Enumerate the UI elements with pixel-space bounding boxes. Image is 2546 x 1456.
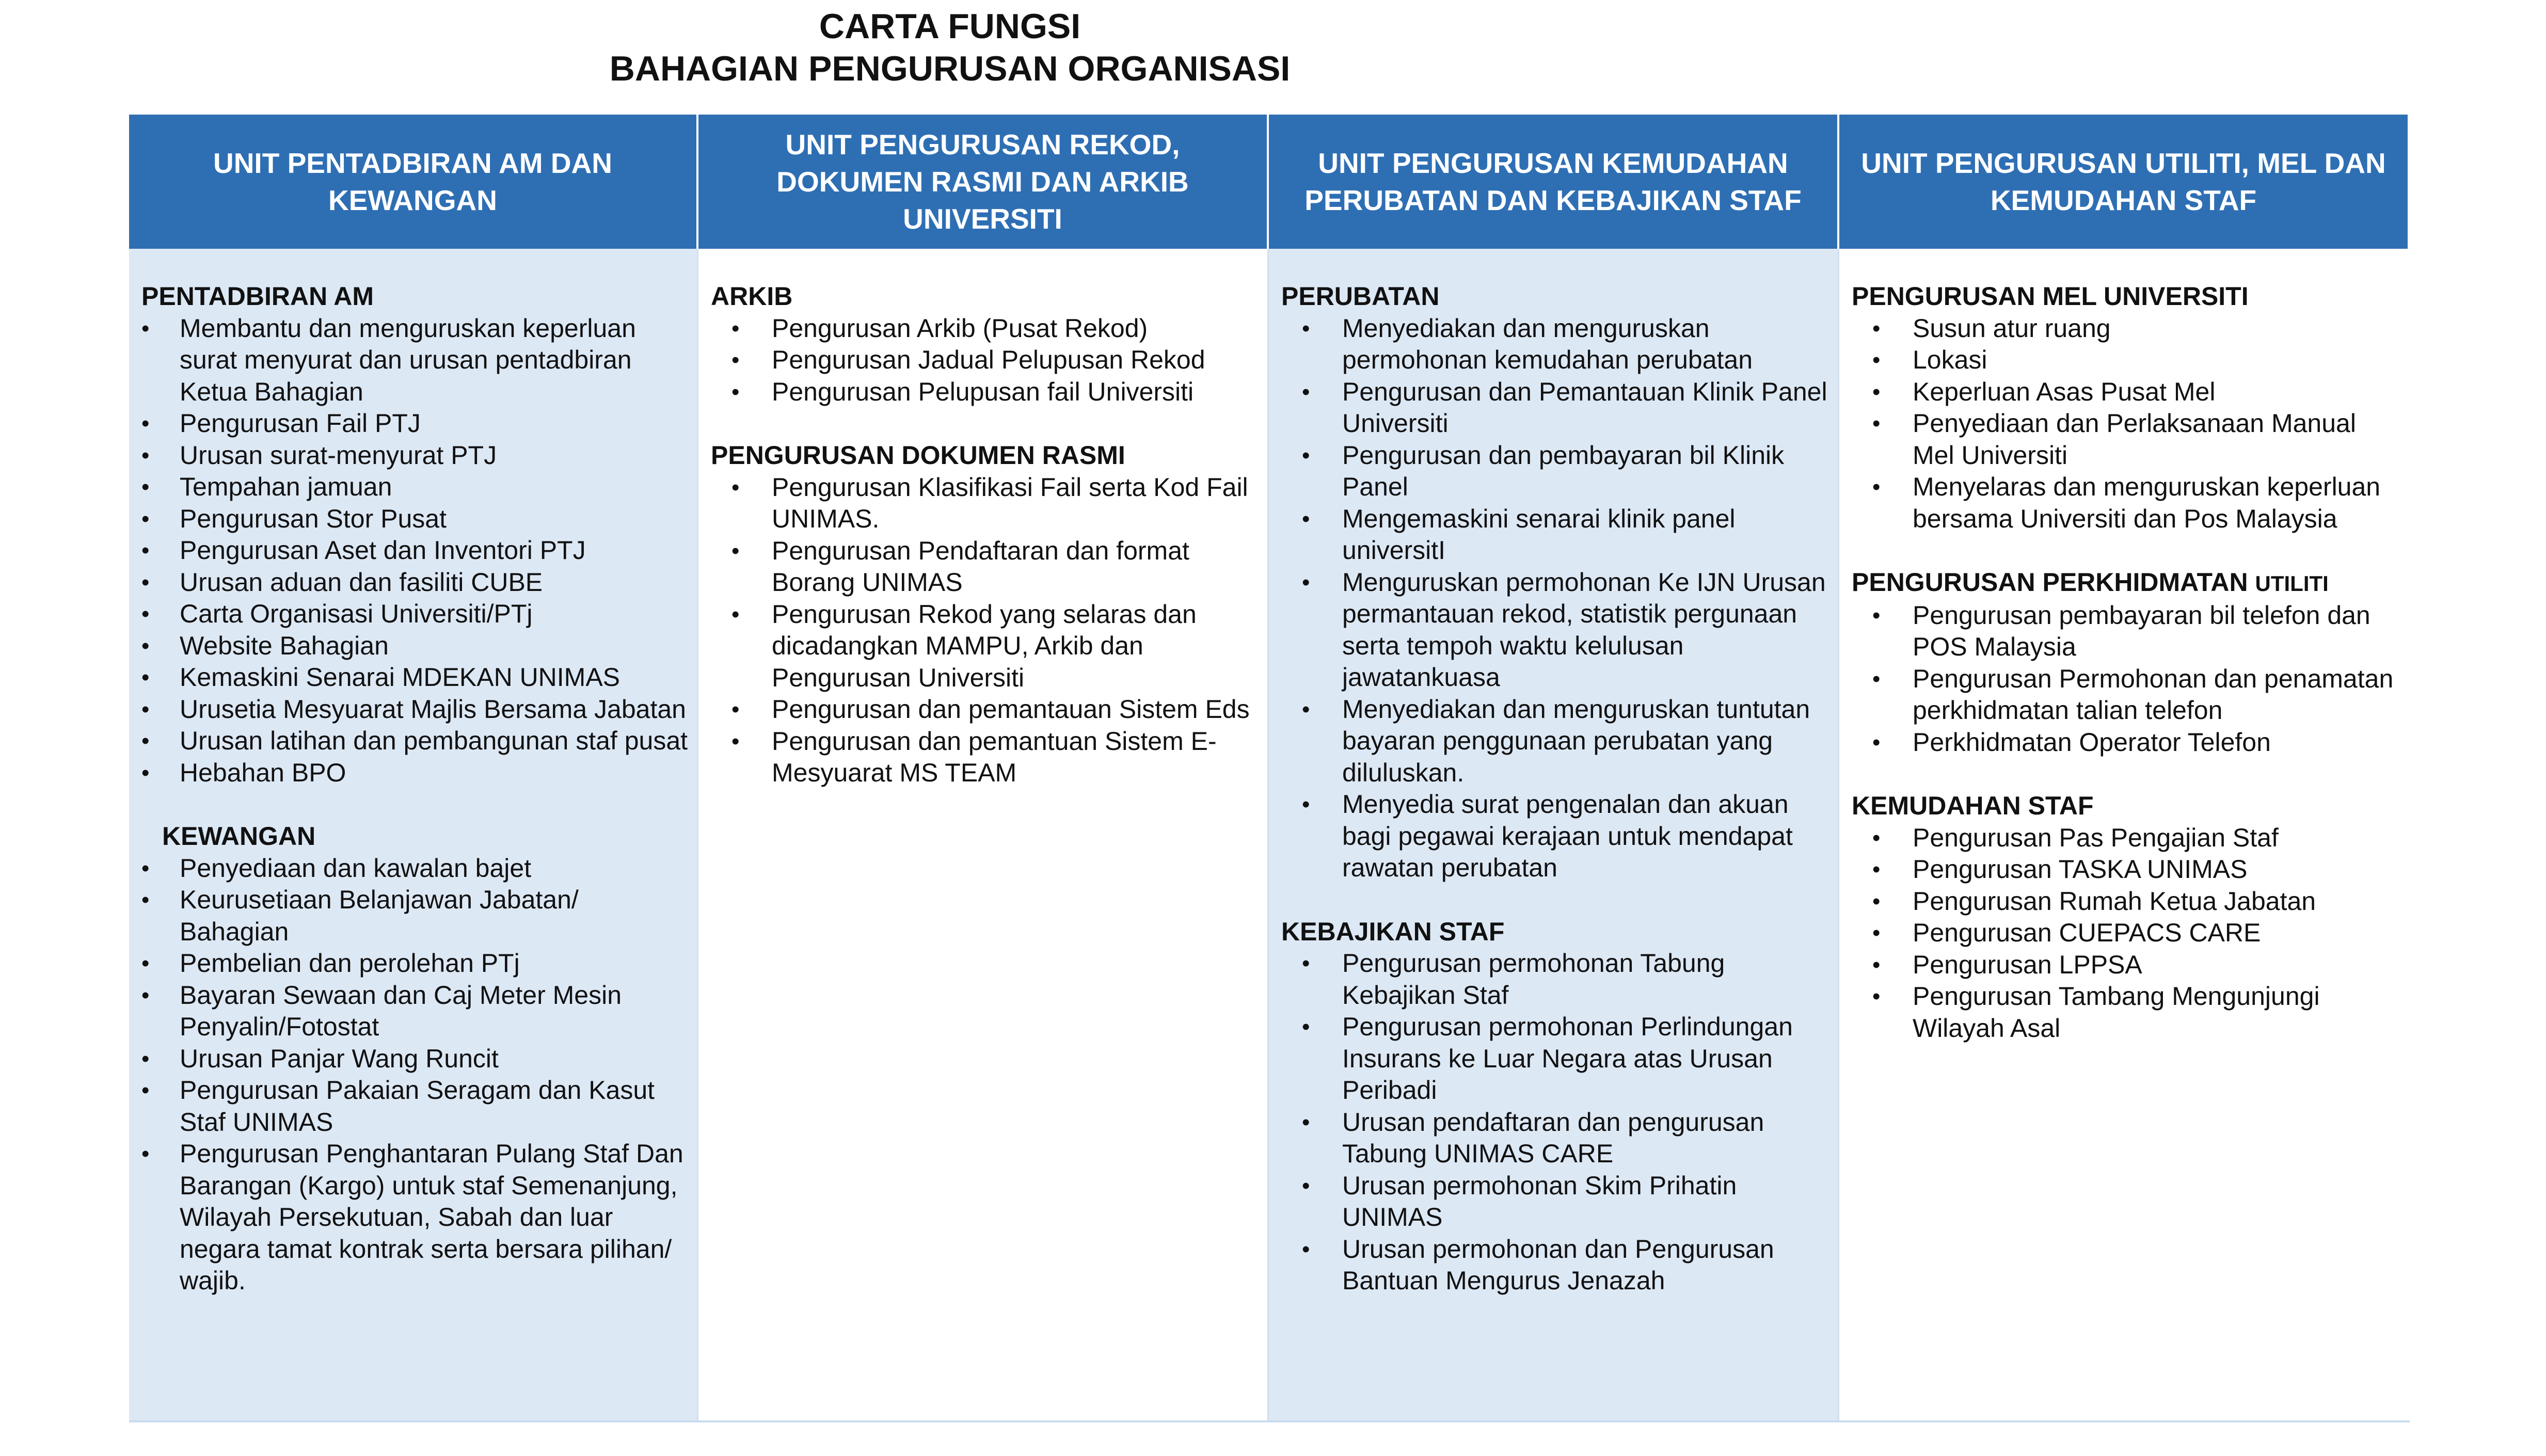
list-item-text: Urusan aduan dan fasiliti CUBE [180,567,543,597]
section-title [141,821,692,853]
list-item [141,313,692,408]
list-item [1852,981,2405,1044]
bullet-icon: • [141,569,150,595]
section-title-text: PENGURUSAN DOKUMEN RASMI [711,441,1125,470]
bullet-icon: • [141,633,150,659]
function-list [711,472,1262,789]
list-item [141,471,692,503]
list-item [141,503,692,535]
bullet-icon: • [141,855,150,881]
list-item-text: Pengurusan CUEPACS CARE [1913,918,2261,947]
list-item [1852,408,2405,471]
bullet-icon: • [141,1078,150,1103]
page-subtitle: BAHAGIAN PENGURUSAN ORGANISASI [609,49,1291,88]
column-body [1839,249,2410,1420]
list-item [141,948,692,980]
section-title-text: PERUBATAN [1281,282,1440,311]
bullet-icon: • [141,474,150,500]
list-item-text: Pengurusan pembayaran bil telefon dan POS Malaysia [1913,600,2370,661]
bullet-icon: • [141,411,150,436]
list-item [141,1138,692,1297]
function-list [1281,313,1833,884]
bullet-icon: • [141,696,150,722]
list-item-text: Keurusetiaan Belanjawan Jabatan/ Bahagian [180,885,579,946]
list-item [141,757,692,789]
section-title [1281,281,1833,313]
section-title [1852,567,2405,600]
bullet-icon: • [1872,602,1881,628]
bullet-icon: • [731,347,740,373]
bullet-icon: • [1872,888,1881,914]
column-body [1269,249,1839,1420]
bullet-icon: • [731,538,740,564]
section-title-text: KEWANGAN [162,822,316,851]
list-item-text: Hebahan BPO [180,758,346,787]
bullet-icon: • [1872,920,1881,946]
list-item [711,472,1262,535]
function-list [141,313,692,789]
list-item-text: Tempahan jamuan [180,472,392,501]
list-item-text: Penyediaan dan Perlaksanaan Manual Mel Universiti [1913,409,2356,470]
list-item-text: Urusan pendaftaran dan pengurusan Tabung UNIMAS CARE [1342,1107,1764,1168]
list-item [1852,313,2405,345]
bullet-icon: • [1872,411,1881,436]
list-item-text: Pengurusan dan pemantauan Sistem Eds [772,695,1250,724]
list-item [1281,694,1833,789]
section-title-text: KEBAJIKAN STAF [1281,917,1505,946]
bullet-icon: • [731,728,740,754]
section-title-text: PENGURUSAN MEL UNIVERSITI [1852,282,2249,311]
list-item [141,567,692,599]
list-item-text: Urusan Panjar Wang Runcit [180,1044,499,1073]
list-item [141,853,692,885]
bullet-icon: • [1872,857,1881,882]
function-list [1852,600,2405,759]
page-title: CARTA FUNGSI [819,7,1081,46]
list-item-text: Urusetia Mesyuarat Majlis Bersama Jabatan [180,694,686,724]
list-item-text: Pembelian dan perolehan PTj [180,949,520,978]
list-item-text: Menyediakan dan menguruskan tuntutan bayaran penggunaan perubatan yang diluluskan. [1342,694,1810,787]
list-item-text: Pengurusan Pendaftaran dan format Borang UNIMAS [772,536,1189,597]
list-item-text: Urusan surat-menyurat PTJ [180,440,497,470]
list-item-text: Urusan latihan dan pembangunan staf pusat [180,726,688,755]
list-item-text: Pengurusan Rekod yang selaras dan dicadangkan MAMPU, Arkib dan Pengurusan Universiti [772,599,1197,692]
list-item-text: Pengurusan TASKA UNIMAS [1913,855,2248,884]
list-item-text: Pengurusan Fail PTJ [180,409,421,438]
list-item [1281,789,1833,884]
list-item [141,884,692,948]
section-title [1281,916,1833,948]
bullet-icon: • [141,315,150,341]
list-item [1852,949,2405,981]
list-item-text: Carta Organisasi Universiti/PTj [180,599,533,628]
list-item [1281,567,1833,694]
bullet-icon: • [1302,951,1310,976]
list-item-text: Pengurusan Arkib (Pusat Rekod) [772,313,1148,343]
function-list [141,853,692,1297]
list-item-text: Mengemaskini senarai klinik panel universitI [1342,504,1736,565]
bullet-icon: • [1302,315,1310,341]
bullet-icon: • [141,951,150,976]
list-item [1281,503,1833,567]
list-item [1852,600,2405,663]
list-item [711,726,1262,789]
function-list [711,313,1262,408]
list-item [1281,313,1833,376]
list-item-text: Pengurusan permohonan Perlindungan Insurans ke Luar Negara atas Urusan Peribadi [1342,1012,1793,1105]
column-header-medical-welfare: UNIT PENGURUSAN KEMUDAHAN PERUBATAN DAN KEBAJIKAN STAF [1269,115,1839,249]
list-item-text: Pengurusan Permohonan dan penamatan perkhidmatan talian telefon [1913,664,2394,725]
list-item-text: Kemaskini Senarai MDEKAN UNIMAS [180,663,620,692]
column-body [129,249,698,1420]
list-item-text: Pengurusan Tambang Mengunjungi Wilayah Asal [1913,982,2320,1043]
list-item [1281,948,1833,1011]
bullet-icon: • [141,442,150,468]
column-header-utility-mail: UNIT PENGURUSAN UTILITI, MEL DAN KEMUDAHAN STAF [1839,115,2410,249]
column-body [698,249,1269,1420]
list-item [1852,376,2405,408]
list-item [141,694,692,726]
section-title [141,281,692,313]
bullet-icon: • [141,1046,150,1071]
list-item-text: Urusan permohonan dan Pengurusan Bantuan Mengurus Jenazah [1342,1234,1774,1295]
list-item [711,535,1262,599]
bullet-icon: • [141,982,150,1008]
section-title [711,281,1262,313]
section-title-text: PENTADBIRAN AM [141,282,374,311]
list-item [141,535,692,567]
list-item-text: Pengurusan permohonan Tabung Kebajikan Staf [1342,949,1725,1010]
list-item [711,313,1262,345]
section-title-text: KEMUDAHAN STAF [1852,791,2094,820]
function-list [1852,313,2405,535]
list-item [711,599,1262,694]
list-item-text: Website Bahagian [180,631,389,660]
bullet-icon: • [141,1141,150,1166]
section-title-text: PENGURUSAN PERKHIDMATAN [1852,568,2248,597]
list-item-text: Pengurusan Pas Pengajian Staf [1913,823,2279,852]
list-item [1281,1234,1833,1297]
list-item [1852,854,2405,886]
bullet-icon: • [1872,474,1881,500]
section-title-suffix: UTILITI [2255,571,2329,596]
page-title-block [0,5,1900,90]
list-item [711,376,1262,408]
bullet-icon: • [731,601,740,627]
bullet-icon: • [731,315,740,341]
list-item-text: Bayaran Sewaan dan Caj Meter Mesin Penyalin/Fotostat [180,980,622,1041]
list-item [1852,663,2405,727]
bullet-icon: • [1302,379,1310,405]
bullet-icon: • [1872,984,1881,1009]
list-item [141,1075,692,1138]
list-item [141,662,692,694]
column-header-admin-finance: UNIT PENTADBIRAN AM DAN KEWANGAN [129,115,698,249]
list-item-text: Urusan permohonan Skim Prihatin UNIMAS [1342,1171,1737,1231]
bullet-icon: • [1302,1236,1310,1262]
list-item [1281,1170,1833,1234]
bullet-icon: • [1302,1109,1310,1135]
list-item [711,344,1262,376]
list-item [141,1043,692,1075]
list-item-text: Pengurusan Aset dan Inventori PTJ [180,536,586,565]
list-item-text: Pengurusan Stor Pusat [180,504,447,533]
section-title [1852,790,2405,822]
bullet-icon: • [1302,569,1310,595]
list-item-text: Pengurusan dan pembayaran bil Klinik Panel [1342,440,1785,501]
function-chart-table [129,115,2410,1422]
list-item [141,440,692,472]
list-item-text: Menyedia surat pengenalan dan akuan bagi pegawai kerajaan untuk mendapat rawatan perubatan [1342,790,1793,882]
list-item [1852,727,2405,759]
list-item [141,408,692,440]
list-item-text: Menyelaras dan menguruskan keperluan bersama Universiti dan Pos Malaysia [1913,472,2381,533]
list-item-text: Pengurusan LPPSA [1913,950,2142,979]
list-item [1852,917,2405,949]
list-item [1281,440,1833,503]
function-list [1852,822,2405,1045]
bullet-icon: • [731,697,740,722]
list-item-text: Keperluan Asas Pusat Mel [1913,377,2216,406]
bullet-icon: • [1302,442,1310,468]
list-item-text: Menguruskan permohonan Ke IJN Urusan permantauan rekod, statistik pergunaan serta tempoh waktu kelulusan jawatankuasa [1342,567,1826,692]
bullet-icon: • [1302,506,1310,532]
list-item-text: Perkhidmatan Operator Telefon [1913,727,2271,757]
bullet-icon: • [141,601,150,627]
bullet-icon: • [1872,952,1881,978]
list-item [1852,344,2405,376]
bullet-icon: • [1872,729,1881,755]
bullet-icon: • [1302,696,1310,722]
list-item [141,630,692,662]
bullet-icon: • [1302,1014,1310,1039]
list-item [1852,886,2405,918]
list-item [141,725,692,757]
bullet-icon: • [1302,1173,1310,1198]
bullet-icon: • [1872,825,1881,851]
list-item-text: Membantu dan menguruskan keperluan surat menyurat dan urusan pentadbiran Ketua Bahagian [180,313,636,406]
column-header-records-archive: UNIT PENGURUSAN REKOD, DOKUMEN RASMI DAN ARKIB UNIVERSITI [698,115,1269,249]
bullet-icon: • [141,665,150,690]
list-item-text: Pengurusan Pakaian Seragam dan Kasut Staf UNIMAS [180,1076,655,1137]
list-item [1281,376,1833,440]
list-item [141,598,692,630]
function-list [1281,948,1833,1297]
list-item [1852,822,2405,854]
list-item-text: Pengurusan Jadual Pelupusan Rekod [772,345,1205,374]
bullet-icon: • [141,506,150,532]
section-title-text: ARKIB [711,282,793,311]
list-item [141,980,692,1043]
bullet-icon: • [1872,666,1881,692]
list-item-text: Pengurusan dan Pemantauan Klinik Panel Universiti [1342,377,1827,438]
section-title [1852,281,2405,313]
list-item-text: Pengurusan Pelupusan fail Universiti [772,377,1194,406]
bullet-icon: • [731,474,740,500]
list-item-text: Lokasi [1913,345,1987,374]
list-item [1281,1107,1833,1170]
bullet-icon: • [1872,379,1881,405]
bullet-icon: • [141,728,150,754]
bullet-icon: • [1872,347,1881,373]
bullet-icon: • [731,379,740,405]
list-item-text: Penyediaan dan kawalan bajet [180,853,532,883]
bullet-icon: • [141,538,150,563]
list-item-text: Pengurusan Penghantaran Pulang Staf Dan Barangan (Kargo) untuk staf Semenanjung, Wilayah Persekutuan, Sabah dan luar negara tamat kontrak serta bersara pilihan/ wajib. [180,1139,683,1295]
list-item [1852,471,2405,535]
list-item-text: Pengurusan dan pemantuan Sistem E-Mesyuarat MS TEAM [772,726,1217,787]
bullet-icon: • [141,760,150,786]
list-item-text: Susun atur ruang [1913,313,2111,343]
list-item-text: Pengurusan Rumah Ketua Jabatan [1913,886,2316,916]
bullet-icon: • [141,887,150,913]
section-title [711,440,1262,472]
bullet-icon: • [1872,315,1881,341]
bullet-icon: • [1302,792,1310,817]
list-item-text: Menyediakan dan menguruskan permohonan kemudahan perubatan [1342,313,1753,374]
list-item [711,694,1262,726]
list-item [1281,1011,1833,1107]
list-item-text: Pengurusan Klasifikasi Fail serta Kod Fail UNIMAS. [772,472,1248,533]
